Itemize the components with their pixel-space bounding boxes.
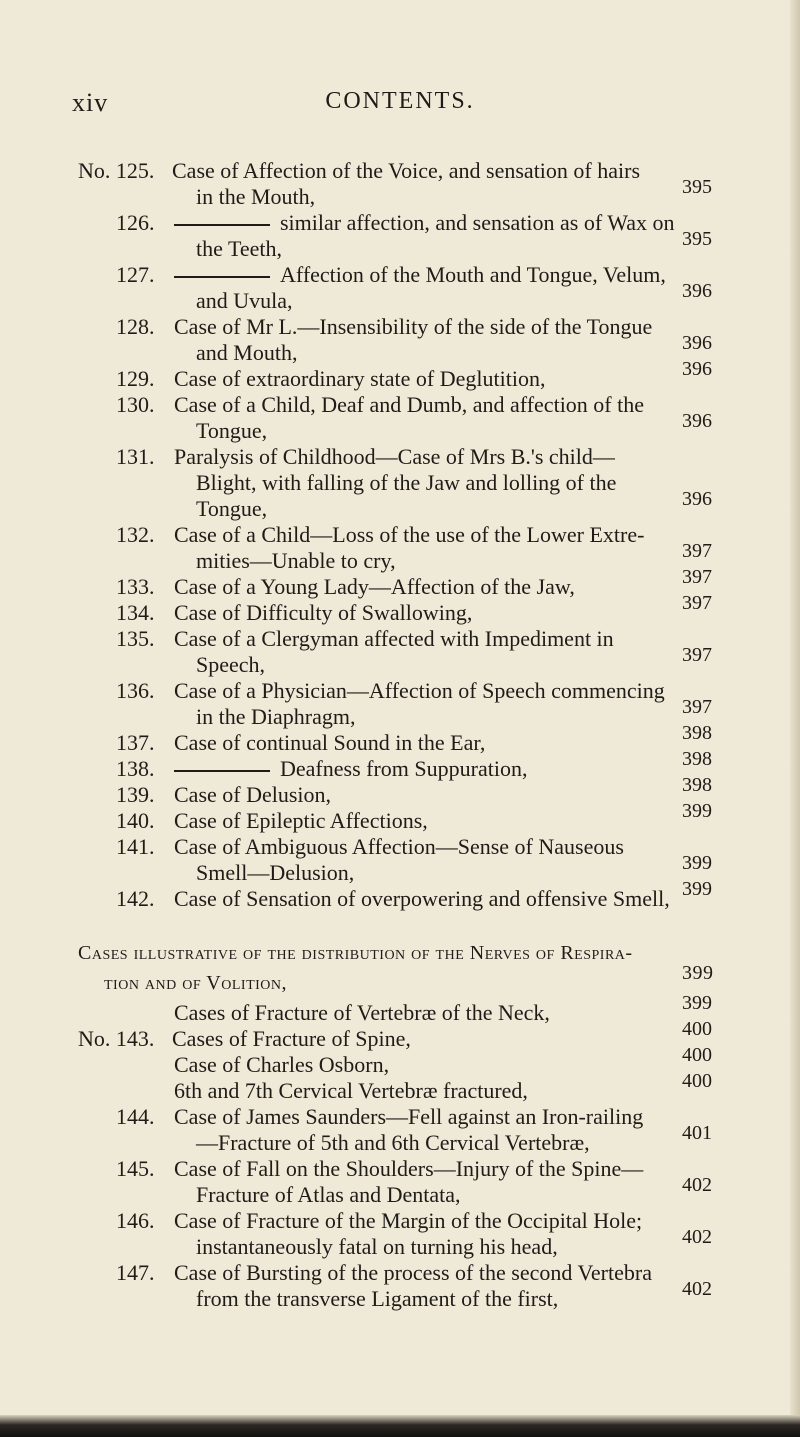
ditto-rule: [174, 770, 270, 772]
entry-text: —Fracture of 5th and 6th Cervical Vertebræ,: [196, 1130, 590, 1155]
page-number: 399: [682, 962, 714, 984]
page-number: 399: [682, 878, 712, 900]
entry-text: and Uvula,: [196, 288, 293, 313]
page-number: 402: [682, 1174, 712, 1196]
running-title: CONTENTS.: [325, 88, 475, 114]
page-header: [0, 88, 800, 122]
page-number: 400: [682, 1070, 712, 1092]
entry-text: Case of Ambiguous Affection—Sense of Nauseous: [174, 834, 624, 859]
entry-text: Case of Mr L.—Insensibility of the side of the Tongue: [174, 314, 653, 339]
entry-text: Cases of Fracture of Spine,: [172, 1026, 411, 1051]
entry-text: Smell—Delusion,: [196, 860, 355, 885]
entry-text: in the Mouth,: [196, 184, 316, 209]
entry-number: 145.: [116, 1156, 155, 1181]
folio: xiv: [72, 88, 109, 117]
entry-text: Case of James Saunders—Fell against an Iron-railing: [174, 1104, 644, 1129]
entry-number: 136.: [116, 678, 155, 703]
entry-number: 131.: [116, 444, 155, 469]
entry-text: Affection of the Mouth and Tongue, Velum,: [174, 262, 666, 288]
entry-text: Case of a Physician—Affection of Speech commencing: [174, 678, 665, 703]
page-number: 401: [682, 1122, 712, 1144]
entry-text: Case of Sensation of overpowering and offensive Smell,: [174, 886, 670, 911]
entry-text: Case of Charles Osborn,: [174, 1052, 390, 1077]
entry-number: 142.: [116, 886, 155, 911]
entry-number: 144.: [116, 1104, 155, 1129]
entry-text: Case of Bursting of the process of the second Vertebra: [174, 1260, 652, 1285]
page-number: 398: [682, 748, 712, 770]
page-number: 398: [682, 774, 712, 796]
entry-text: mities—Unable to cry,: [196, 548, 396, 573]
entry-number: 141.: [116, 834, 155, 859]
entry-text: 6th and 7th Cervical Vertebræ fractured,: [174, 1078, 528, 1103]
entry-number: No. 125.: [78, 158, 155, 183]
page-number: 397: [682, 540, 712, 562]
page-number: 396: [682, 358, 712, 380]
page-number: 399: [682, 992, 712, 1014]
section-heading: Cases illustrative of the distribution of the Nerves of Respira-: [78, 942, 633, 964]
entry-number: 147.: [116, 1260, 155, 1285]
entry-text: Deafness from Suppuration,: [174, 756, 527, 782]
entry-text: Case of a Clergyman affected with Impediment in: [174, 626, 614, 651]
entry-text: Case of Epileptic Affections,: [174, 808, 428, 833]
page-number: 397: [682, 696, 712, 718]
page-number: 397: [682, 644, 712, 666]
page-number: 400: [682, 1018, 712, 1040]
page-number: 399: [682, 852, 712, 874]
entry-text: instantaneously fatal on turning his head,: [196, 1234, 558, 1259]
entry-text: from the transverse Ligament of the first,: [196, 1286, 559, 1311]
entry-text: Case of Delusion,: [174, 782, 332, 807]
page-number: 395: [682, 228, 712, 250]
entry-number: 133.: [116, 574, 155, 599]
entry-number: 137.: [116, 730, 155, 755]
entry-text: Tongue,: [196, 418, 268, 443]
entry-number: 128.: [116, 314, 155, 339]
entry-text: Speech,: [196, 652, 266, 677]
entry-number: 139.: [116, 782, 155, 807]
section-heading: tion and of Volition, 399: [104, 970, 287, 996]
ditto-rule: [174, 224, 270, 226]
entry-number: 132.: [116, 522, 155, 547]
entry-text: Case of continual Sound in the Ear,: [174, 730, 486, 755]
entry-number: 129.: [116, 366, 155, 391]
entry-number: 138.: [116, 756, 155, 781]
page-number: 395: [682, 176, 712, 198]
entry-number: 146.: [116, 1208, 155, 1233]
entry-text: the Teeth,: [196, 236, 283, 261]
entry-text: Cases of Fracture of Vertebræ of the Neck,: [174, 1000, 550, 1025]
entry-number: 140.: [116, 808, 155, 833]
entry-text: Case of Difficulty of Swallowing,: [174, 600, 473, 625]
page-number: 396: [682, 488, 712, 510]
page-number: 399: [682, 800, 712, 822]
page-number: 397: [682, 592, 712, 614]
page-number: 402: [682, 1226, 712, 1248]
page-number: 396: [682, 332, 712, 354]
page-number: 402: [682, 1278, 712, 1300]
page-edge-right: [790, 0, 800, 1437]
page-number: 400: [682, 1044, 712, 1066]
page-edge-bottom: [0, 1415, 800, 1437]
entry-text: and Mouth,: [196, 340, 298, 365]
entry-text: Case of Affection of the Voice, and sensation of hairs: [172, 158, 641, 183]
entry-number: 135.: [116, 626, 155, 651]
entry-text: Case of a Young Lady—Affection of the Jaw,: [174, 574, 575, 599]
entry-text: in the Diaphragm,: [196, 704, 356, 729]
page-number: 396: [682, 280, 712, 302]
entry-text: Fracture of Atlas and Dentata,: [196, 1182, 461, 1207]
ditto-rule: [174, 276, 270, 278]
entry-text: Blight, with falling of the Jaw and lolling of the: [196, 470, 617, 495]
entry-text: Case of Fracture of the Margin of the Occipital Hole;: [174, 1208, 643, 1233]
entry-number: 130.: [116, 392, 155, 417]
page-number: 398: [682, 722, 712, 744]
entry-number: 127.: [116, 262, 155, 287]
entry-text: similar affection, and sensation as of Wax on: [174, 210, 675, 236]
entry-text: Case of extraordinary state of Deglutition,: [174, 366, 546, 391]
entry-number: No. 143.: [78, 1026, 155, 1051]
entry-number: 126.: [116, 210, 155, 235]
entry-text: Tongue,: [196, 496, 268, 521]
entry-text: Paralysis of Childhood—Case of Mrs B.'s child—: [174, 444, 615, 469]
entry-number: 134.: [116, 600, 155, 625]
page-number: 396: [682, 410, 712, 432]
entry-text: Case of a Child, Deaf and Dumb, and affection of the: [174, 392, 645, 417]
page-number: 397: [682, 566, 712, 588]
entry-text: Case of Fall on the Shoulders—Injury of the Spine—: [174, 1156, 644, 1181]
entry-text: Case of a Child—Loss of the use of the Lower Extre-: [174, 522, 645, 547]
